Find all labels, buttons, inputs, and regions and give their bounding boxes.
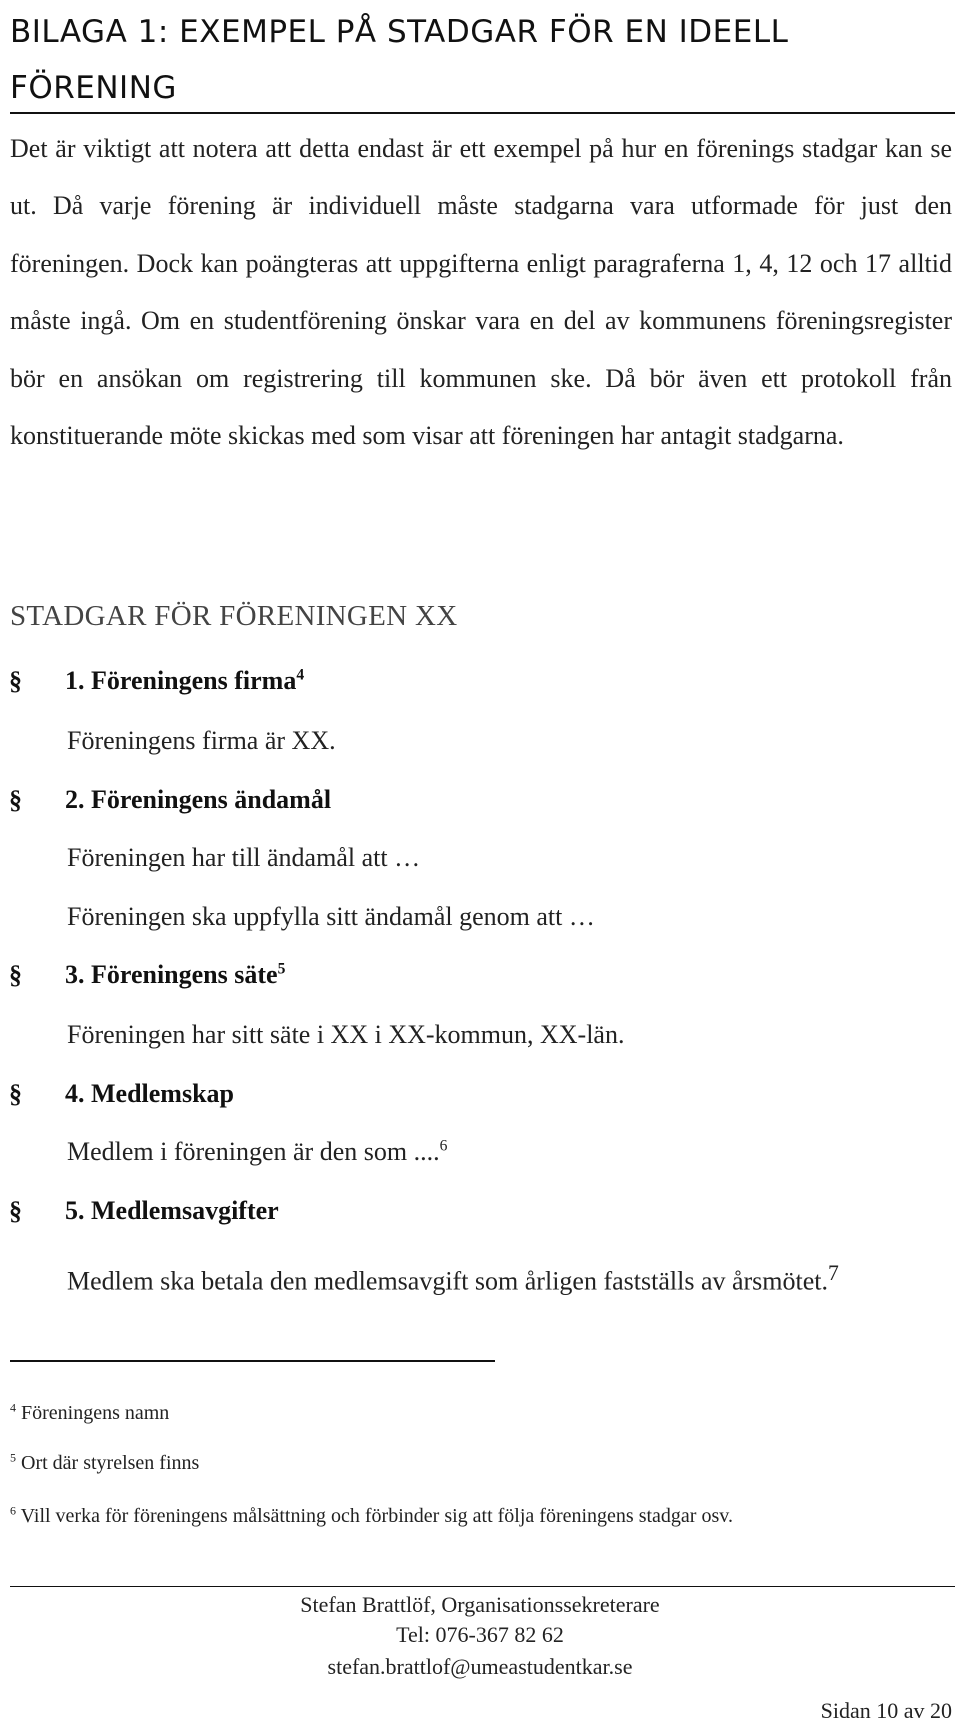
section-number: 4. <box>65 1079 85 1108</box>
page-title: BILAGA 1: EXEMPEL PÅ STADGAR FÖR EN IDEELL FÖRENING <box>10 14 789 106</box>
footnote-4: $^4$ Föreningens namn <box>10 1400 170 1424</box>
section-1-heading <box>9 666 305 696</box>
section-2-text-2: Föreningen ska uppfylla sitt ändamål genom att … <box>67 902 595 931</box>
footnote-ref: 7 <box>828 1261 839 1285</box>
section-title: Föreningens firma <box>91 666 297 695</box>
section-number: 5. <box>65 1196 85 1225</box>
footer-rule <box>10 1586 955 1587</box>
footnote-5: $^5$ Ort där styrelsen finns <box>10 1450 200 1474</box>
section-3-heading <box>9 960 286 990</box>
section-5-text: Medlem ska betala den medlemsavgift som årligen fastställs av årsmötet.$^7$ <box>67 1261 839 1296</box>
section-2-text-1: Föreningen har till ändamål att … <box>67 843 421 872</box>
footnote-ref: 5 <box>277 960 286 978</box>
footnote-ref: 6 <box>439 1137 448 1155</box>
paragraph-sign: § <box>9 785 22 814</box>
paragraph-sign: § <box>9 960 22 989</box>
footer-name: Stefan Brattlöf, Organisationssekreterare <box>300 1592 660 1617</box>
paragraph-sign: § <box>9 666 22 695</box>
statutes-heading: STADGAR FÖR FÖRENINGEN XX <box>10 600 458 632</box>
title-rule <box>10 112 955 114</box>
footer-email: stefan.brattlof@umeastudentkar.se <box>327 1654 633 1679</box>
section-number: 1. <box>65 666 85 695</box>
section-5-heading <box>9 1196 279 1226</box>
footnote-separator <box>10 1360 495 1362</box>
section-2-heading <box>9 785 332 815</box>
section-number: 3. <box>65 960 85 989</box>
section-1-text: Föreningens firma är XX. <box>67 726 336 755</box>
section-title: Föreningens säte <box>91 960 278 989</box>
paragraph-sign: § <box>9 1079 22 1108</box>
section-4-heading <box>9 1079 234 1109</box>
section-title: Medlemskap <box>91 1079 234 1108</box>
paragraph-sign: § <box>9 1196 22 1225</box>
page-number: Sidan 10 av 20 <box>820 1698 952 1723</box>
footnote-6: $^6$ Vill verka för föreningens målsättning och förbinder sig att följa föreningens stadgar osv. <box>10 1503 733 1527</box>
footer-phone: Tel: 076-367 82 62 <box>396 1622 564 1647</box>
intro-paragraph: Det är viktigt att notera att detta endast är ett exempel på hur en förenings stadgar kan se ut. Då varje förening är individuell måste stadgarna vara utformade för just den föreningen. Dock kan poängteras att uppgifterna enligt paragraferna 1, 4, 12 och 17 alltid måste ingå. Om en studentförening önskar vara en del av kommunens föreningsregister bör en ansökan om registrering till kommunen ske. Då bör även ett protokoll från konstituerande möte skickas med som visar att föreningen har antagit stadgarna. <box>10 134 952 451</box>
section-title: Medlemsavgifter <box>91 1196 279 1225</box>
section-4-text: Medlem i föreningen är den som ....$^6$ <box>67 1137 448 1166</box>
footnote-ref: 4 <box>296 666 305 684</box>
section-number: 2. <box>65 785 85 814</box>
section-title: Föreningens ändamål <box>91 785 332 814</box>
section-3-text: Föreningen har sitt säte i XX i XX-kommun, XX-län. <box>67 1020 625 1049</box>
